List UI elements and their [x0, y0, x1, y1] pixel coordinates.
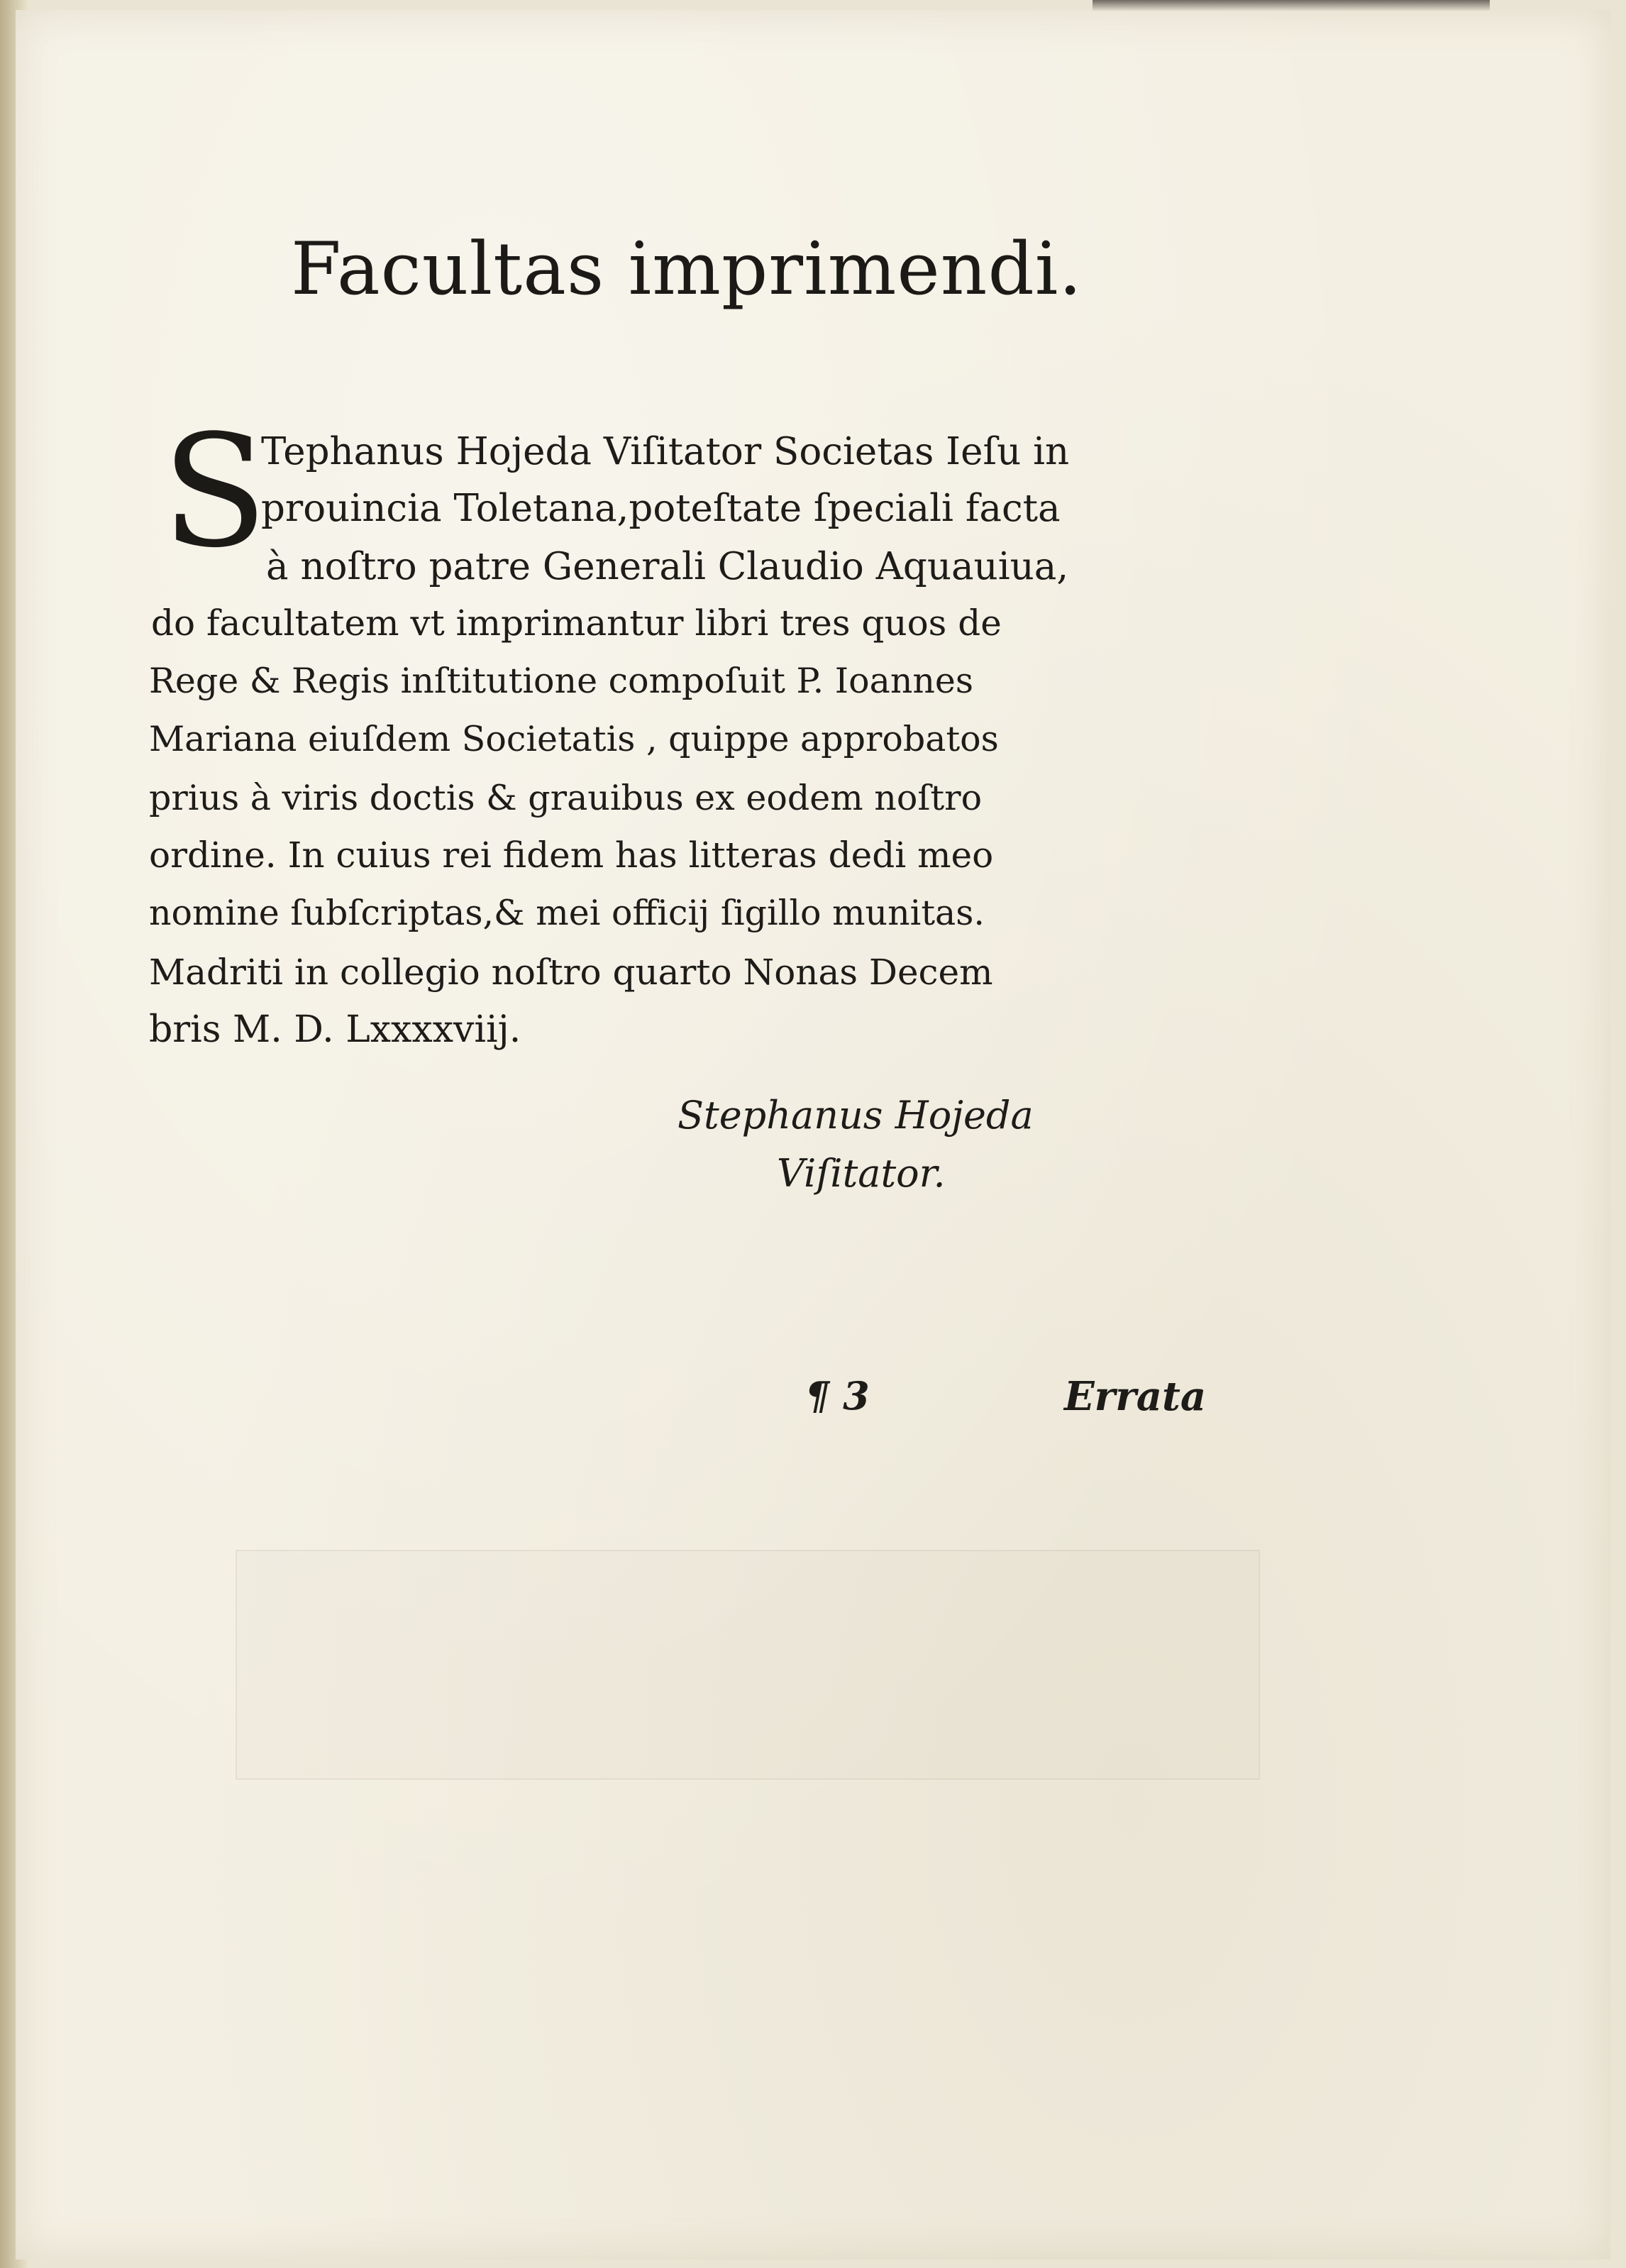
body-line-6: Mariana eiuſdem Societatis , quippe approbatos: [149, 719, 999, 759]
body-line-2: prouincia Toletana,poteſtate ſpeciali facta: [261, 487, 1061, 530]
page-top-edge: [1093, 0, 1490, 11]
drop-cap: S: [162, 402, 268, 582]
signature-name: Stephanus Hojeda: [678, 1093, 1034, 1138]
signature-mark: ¶ 3: [805, 1373, 870, 1419]
body-line-9: nomine ſubſcriptas,& mei officij ſigillo munitas.: [149, 893, 985, 933]
body-line-5: Rege & Regis inſtitutione compoſuit P. Ioannes: [149, 661, 974, 701]
page-heading: Facultas imprimendi.: [291, 227, 1083, 312]
show-through-block: [236, 1550, 1260, 1780]
body-line-3: à noſtro patre Generali Claudio Aquauiua,: [266, 545, 1069, 588]
body-line-10: Madriti in collegio noſtro quarto Nonas Decem: [149, 952, 993, 993]
body-line-8: ordine. In cuius rei fidem has litteras dedi meo: [149, 835, 994, 876]
signature-title: Viſitator.: [777, 1151, 946, 1196]
body-line-4: do facultatem vt imprimantur libri tres quos de: [151, 602, 1002, 644]
body-line-1: Tephanus Hojeda Viſitator Societas Ieſu in: [261, 430, 1070, 473]
body-line-11: bris M. D. Lxxxxviij.: [149, 1008, 521, 1051]
catchword: Errata: [1064, 1373, 1207, 1420]
body-line-7: prius à viris doctis & grauibus ex eodem noſtro: [149, 778, 983, 818]
